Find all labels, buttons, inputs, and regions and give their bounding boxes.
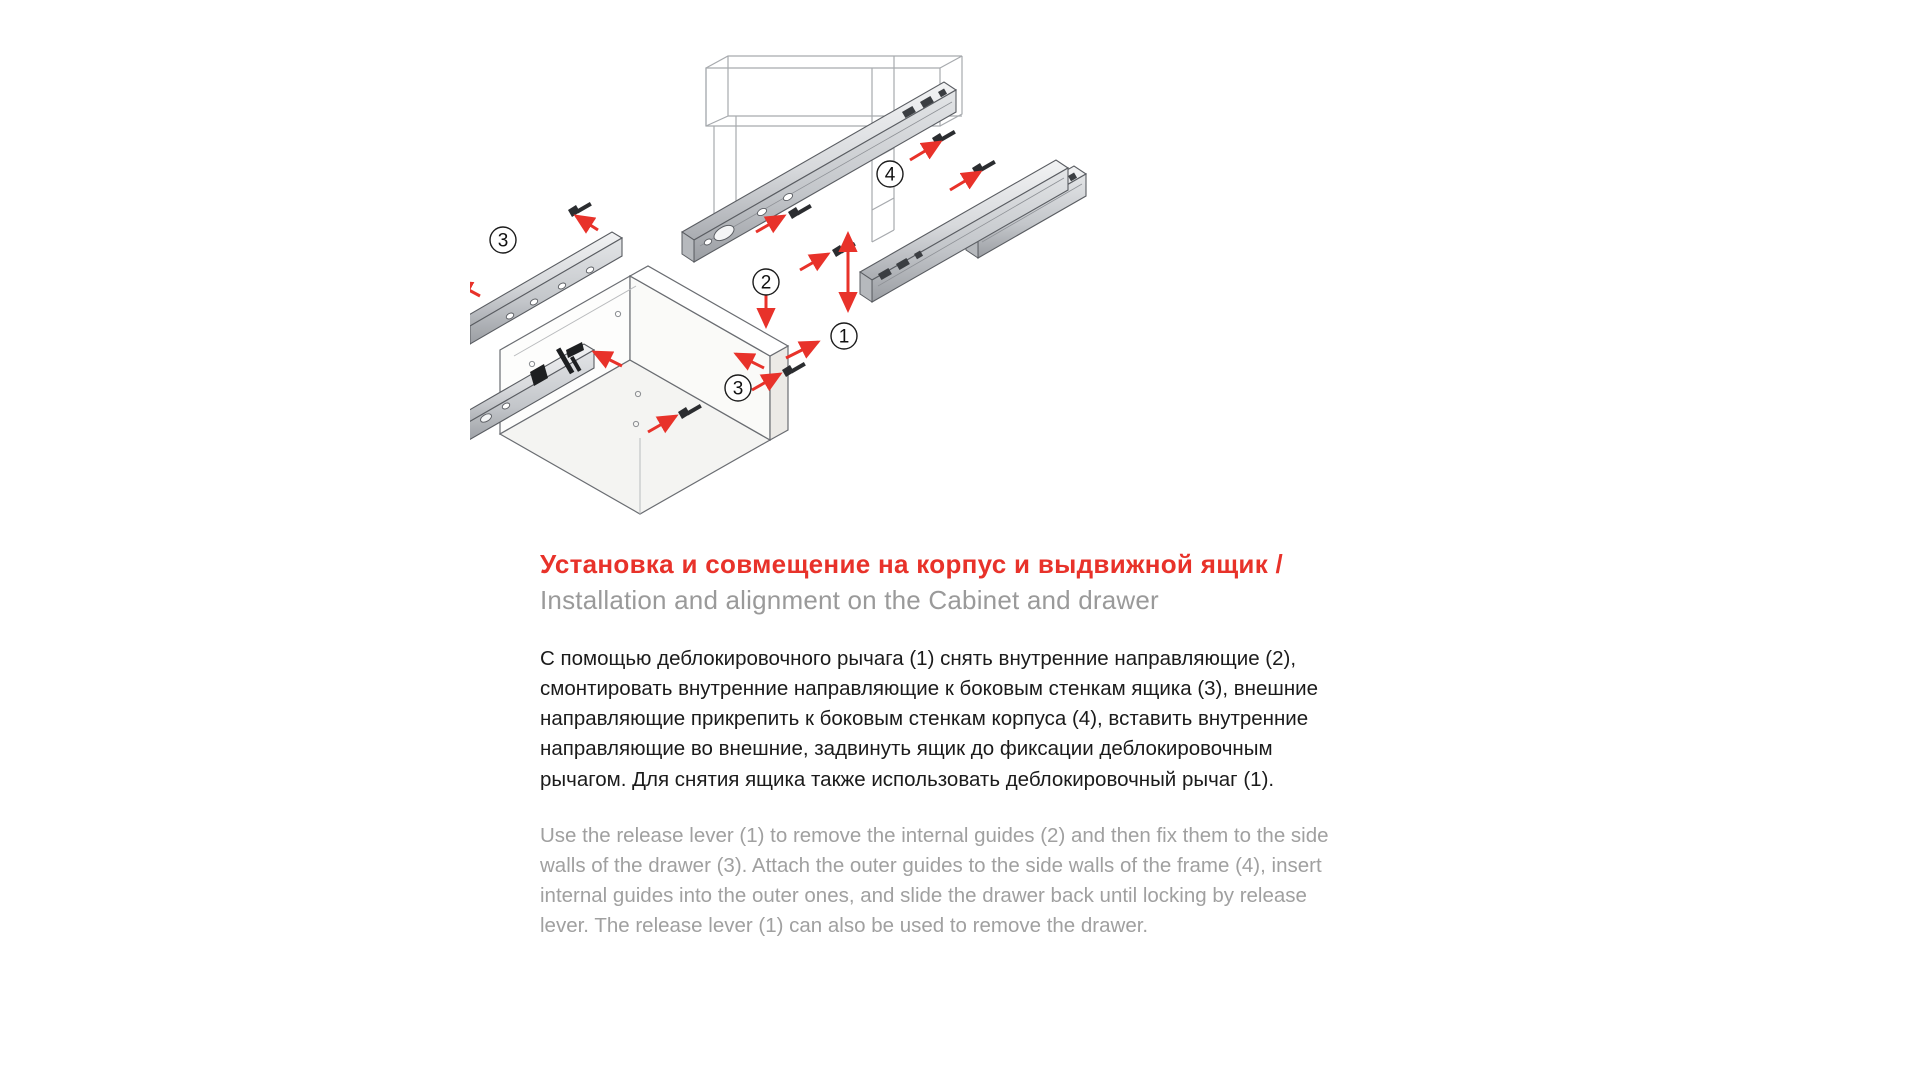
callout-3-bottom xyxy=(725,375,751,401)
callout-1 xyxy=(831,323,857,349)
callout-2 xyxy=(753,269,779,295)
body-english: Use the release lever (1) to remove the internal guides (2) and then fix them to the side walls of the drawer (3). Attach the outer guides to the side walls of the frame (4), insert internal guides into the outer ones, and slide the drawer back until locking by release lever. The release lever (1) can also be used to remove the drawer. xyxy=(540,823,1329,937)
arrow xyxy=(470,282,480,296)
title-english: Installation and alignment on the Cabinet and drawer xyxy=(540,584,1159,615)
arrow xyxy=(910,142,940,160)
instruction-text-block xyxy=(540,548,1360,941)
arrow xyxy=(800,254,828,270)
callout-4 xyxy=(877,161,903,187)
arrow xyxy=(786,342,818,358)
outer-guide-rail-upper xyxy=(682,82,956,262)
screw xyxy=(972,160,996,175)
callout-3-bottom-label: 3 xyxy=(732,378,744,400)
callout-3-left xyxy=(490,227,516,253)
arrow xyxy=(950,172,980,190)
callout-2-label: 2 xyxy=(760,272,772,294)
arrow xyxy=(576,216,598,230)
body-russian: С помощью деблокировочного рычага (1) снять внутренние направляющие (2), смонтировать внутренние направляющие к боковым стенкам ящика (3), внешние направляющие прикрепить к боковым стенкам корпуса (4), вставить внутренние направляющие во внешние, задвинуть ящик до фиксации деблокировочным рычагом. Для снятия ящика также использовать деблокировочный рычаг (1). xyxy=(540,647,1318,791)
screw xyxy=(832,242,856,257)
callout-4-label: 4 xyxy=(884,164,896,186)
screw xyxy=(932,130,956,145)
title-russian: Установка и совмещение на корпус и выдвижной ящик / xyxy=(540,549,1284,579)
assembly-illustration xyxy=(470,20,1470,540)
screw xyxy=(568,202,592,217)
callout-1-label: 1 xyxy=(838,326,850,348)
callout-3-left-label: 3 xyxy=(497,230,509,252)
